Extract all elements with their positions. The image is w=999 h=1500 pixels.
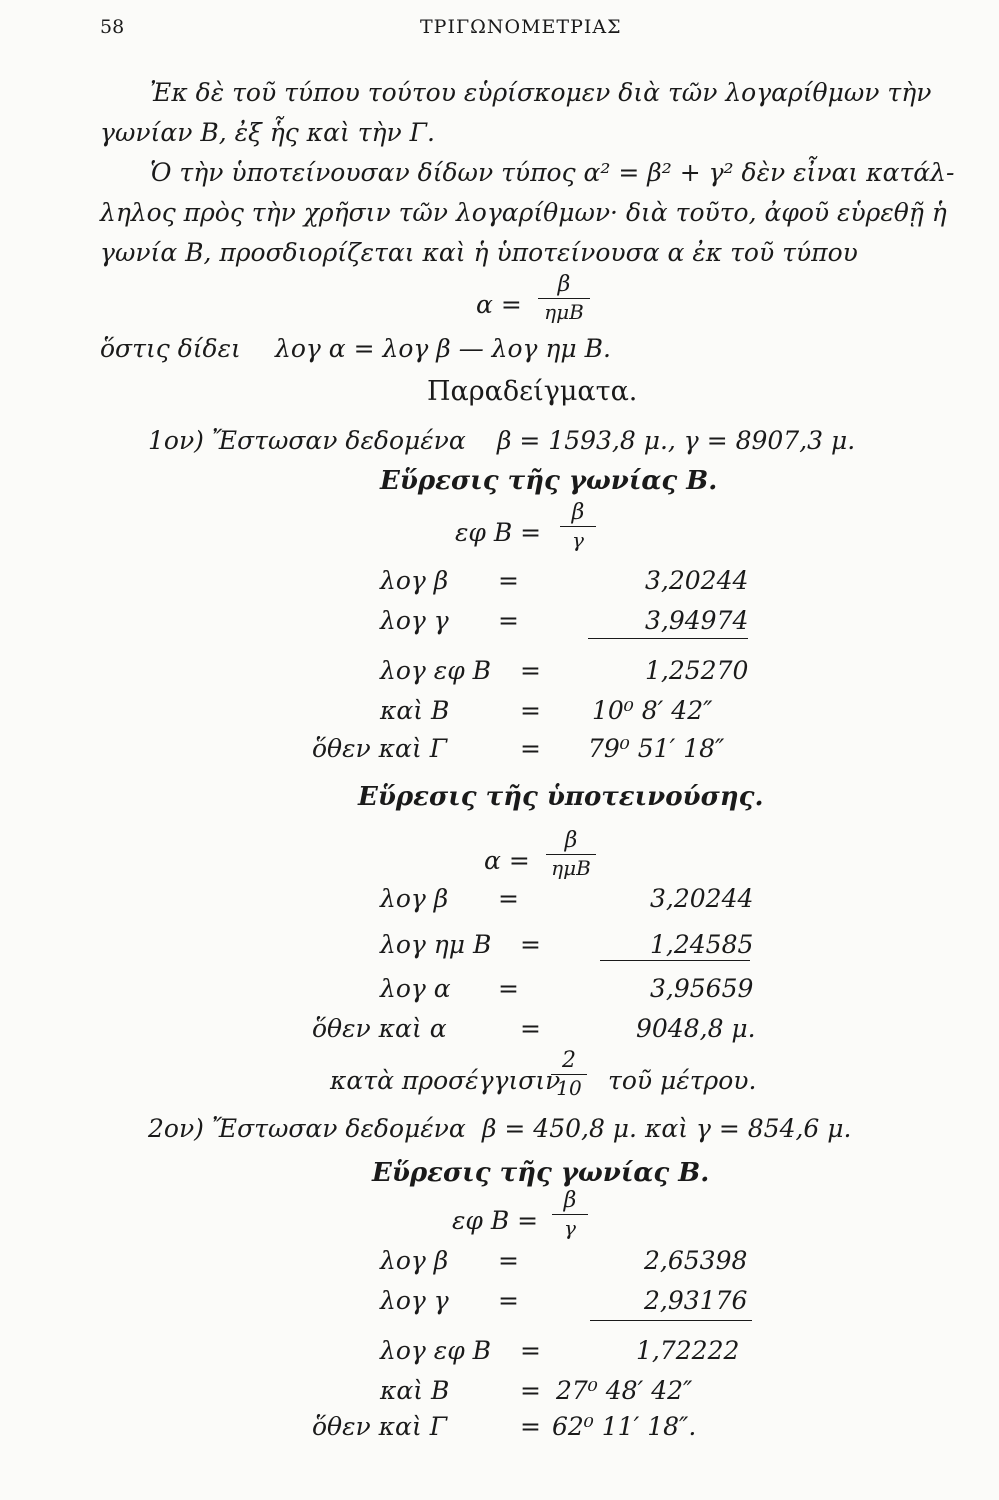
ex1-heading-hypotenuse: Εὕρεσις τῆς ὑποτεινούσης.	[358, 782, 764, 812]
formula-lhs: α =	[476, 290, 522, 319]
table-row-label: λογ β	[380, 884, 449, 913]
table-row-equals: =	[498, 1286, 519, 1315]
ex1-tan-fraction	[560, 500, 596, 553]
sum-rule	[590, 1320, 752, 1321]
running-title: ΤΡΙΓΩΝΟΜΕΤΡΙΑΣ	[420, 16, 622, 38]
sum-rule	[588, 638, 748, 639]
approx-unit: τοῦ μέτρου.	[608, 1066, 757, 1095]
table-row-value: 2,65398	[644, 1246, 748, 1275]
intro-line-5: γωνία Β, προσδιορίζεται καὶ ἡ ὑποτείνουσα α ἐκ τοῦ τύπου	[100, 238, 858, 267]
table-row-label: λογ β	[380, 566, 449, 595]
table-row-label: λογ γ	[380, 606, 449, 635]
formula-numerator: β	[557, 272, 571, 297]
table-row-value: 3,20244	[645, 566, 749, 595]
ex2-tan-numerator: β	[563, 1188, 577, 1213]
table-row-value: 1,24585	[650, 930, 754, 959]
ex1-tan-numerator: β	[571, 500, 585, 525]
formula-denominator: ημΒ	[544, 300, 584, 324]
ex1-tan-denominator: γ	[572, 528, 584, 552]
table-row-equals: =	[520, 930, 541, 959]
table-row-equals: =	[520, 1336, 541, 1365]
table-row-equals: =	[520, 734, 541, 763]
approx-fraction	[551, 1048, 587, 1101]
table-row-value: 27⁰ 48′ 42″	[556, 1376, 693, 1405]
table-row-label: λογ ημ Β	[380, 930, 492, 959]
table-row-equals: =	[498, 606, 519, 635]
ex1-given-label: 1ον) Ἔστωσαν δεδομένα	[148, 426, 466, 455]
table-row-label: ὅθεν καὶ α	[312, 1014, 447, 1043]
table-row-label: λογ α	[380, 974, 451, 1003]
table-row-label: ὅθεν καὶ Γ	[312, 1412, 448, 1441]
table-row-equals: =	[520, 1014, 541, 1043]
table-row-value: 1,72222	[636, 1336, 740, 1365]
table-row-value: 79⁰ 51′ 18″	[588, 734, 725, 763]
ex2-heading-angle: Εὕρεσις τῆς γωνίας Β.	[372, 1158, 710, 1188]
table-row-label: ὅθεν καὶ Γ	[312, 734, 448, 763]
intro-line-3: Ὁ τὴν ὑποτείνουσαν δίδων τύπος α² = β² + γ² δὲν εἶναι κατάλ-	[150, 158, 955, 187]
ex2-tan-fraction	[552, 1188, 588, 1241]
table-row-equals: =	[498, 1246, 519, 1275]
table-row-equals: =	[520, 1376, 541, 1405]
sum-rule	[600, 960, 750, 961]
table-row-label: λογ β	[380, 1246, 449, 1275]
table-row-value: 62⁰ 11′ 18″.	[552, 1412, 697, 1441]
ex1-hyp-lhs: α =	[484, 846, 530, 875]
ex1-hyp-denominator: ημΒ	[551, 856, 591, 880]
table-row-label: λογ γ	[380, 1286, 449, 1315]
examples-title: Παραδείγματα.	[427, 376, 638, 407]
intro-line-6-formula: λογ α = λογ β — λογ ημ Β.	[275, 334, 611, 363]
approx-text: κατὰ προσέγγισιν	[330, 1066, 561, 1095]
table-row-label: λογ εφ Β	[380, 1336, 492, 1365]
table-row-value: 3,95659	[650, 974, 754, 1003]
table-row-equals: =	[498, 974, 519, 1003]
table-row-label: καὶ Β	[380, 696, 450, 725]
ex2-tan-denominator: γ	[564, 1216, 576, 1240]
ex1-hyp-numerator: β	[564, 828, 578, 853]
table-row-value: 10⁰ 8′ 42″	[592, 696, 713, 725]
intro-line-2: γωνίαν Β, ἐξ ἧς καὶ τὴν Γ.	[100, 118, 435, 147]
table-row-equals: =	[520, 656, 541, 685]
formula-fraction	[538, 272, 590, 325]
table-row-label: λογ εφ Β	[380, 656, 492, 685]
table-row-equals: =	[498, 884, 519, 913]
table-row-equals: =	[520, 696, 541, 725]
intro-line-4: ληλος πρὸς τὴν χρῆσιν τῶν λογαρίθμων· διὰ τοῦτο, ἀφοῦ εὑρεθῇ ἡ	[100, 198, 947, 227]
intro-line-6-label: ὅστις δίδει	[100, 334, 241, 363]
table-row-value: 1,25270	[645, 656, 749, 685]
approx-numerator: 2	[562, 1048, 576, 1073]
table-row-value: 3,20244	[650, 884, 754, 913]
ex2-given-values: β = 450,8 μ. καὶ γ = 854,6 μ.	[482, 1114, 852, 1143]
intro-line-1: Ἐκ δὲ τοῦ τύπου τούτου εὑρίσκομεν διὰ τῶν λογαρίθμων τὴν	[150, 78, 932, 107]
ex2-given-label: 2ον) Ἔστωσαν δεδομένα	[148, 1114, 466, 1143]
table-row-value: 3,94974	[645, 606, 749, 635]
table-row-value: 2,93176	[644, 1286, 748, 1315]
ex2-tan-lhs: εφ Β =	[452, 1206, 539, 1235]
ex1-given-values: β = 1593,8 μ., γ = 8907,3 μ.	[497, 426, 856, 455]
page-number: 58	[100, 16, 125, 38]
ex1-heading-angle: Εὕρεσις τῆς γωνίας Β.	[380, 466, 718, 496]
table-row-equals: =	[498, 566, 519, 595]
ex1-tan-lhs: εφ Β =	[455, 518, 542, 547]
table-row-value: 9048,8 μ.	[636, 1014, 756, 1043]
table-row-equals: =	[520, 1412, 541, 1441]
table-row-label: καὶ Β	[380, 1376, 450, 1405]
approx-denominator: 10	[556, 1076, 582, 1100]
ex1-hyp-fraction	[546, 828, 596, 881]
